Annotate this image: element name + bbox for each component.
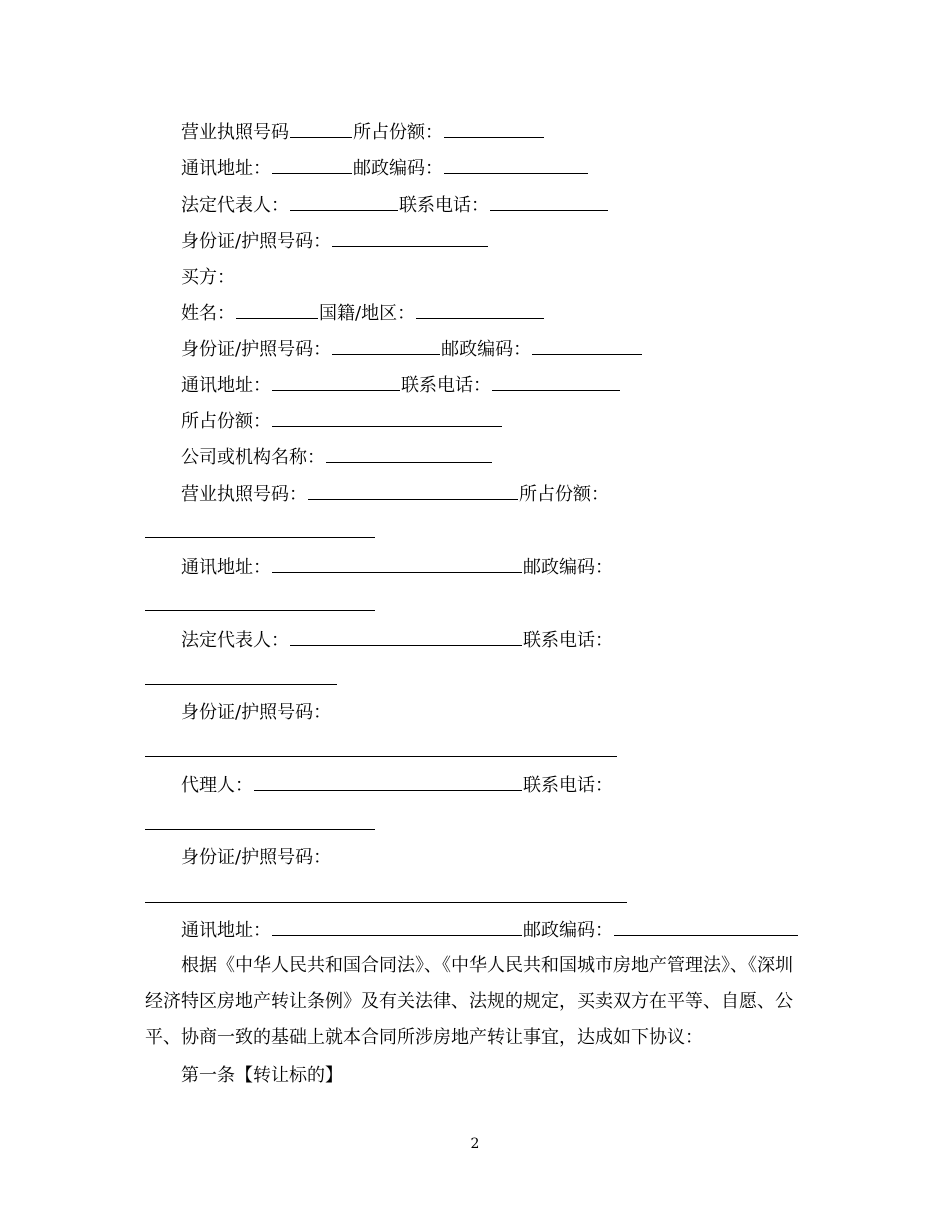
postcode-blank[interactable] bbox=[614, 919, 798, 936]
id-continuation-blank[interactable] bbox=[145, 756, 617, 757]
phone-label: 联系电话： bbox=[401, 375, 491, 396]
license-label: 营业执照号码 bbox=[181, 122, 289, 143]
address-blank[interactable] bbox=[272, 374, 400, 391]
article-1-heading: 第一条【转让标的】 bbox=[181, 1065, 343, 1086]
buyer-name-row bbox=[181, 301, 545, 327]
page-number: 2 bbox=[470, 1136, 480, 1152]
share-label: 所占份额： bbox=[353, 122, 443, 143]
agent-phone-continuation-blank[interactable] bbox=[145, 829, 375, 830]
postcode-continuation-blank[interactable] bbox=[145, 610, 375, 611]
license-blank[interactable] bbox=[308, 483, 518, 500]
buyer-address-row bbox=[181, 373, 621, 399]
legal-rep-blank[interactable] bbox=[290, 194, 398, 211]
agent-blank[interactable] bbox=[254, 774, 522, 791]
id-label: 身份证/护照号码： bbox=[181, 339, 332, 360]
legal-rep-label: 法定代表人： bbox=[181, 630, 289, 651]
buyer-license-row bbox=[181, 482, 609, 508]
agent-label: 代理人： bbox=[181, 775, 253, 796]
share-label: 所占份额： bbox=[519, 484, 609, 505]
phone-blank[interactable] bbox=[490, 194, 608, 211]
id-label: 身份证/护照号码： bbox=[181, 231, 332, 252]
seller-id-row bbox=[181, 229, 489, 255]
postcode-label: 邮政编码： bbox=[523, 920, 613, 941]
address-label: 通讯地址： bbox=[181, 557, 271, 578]
company-blank[interactable] bbox=[326, 446, 492, 463]
phone-label: 联系电话： bbox=[399, 195, 489, 216]
buyer-id-row-2 bbox=[181, 700, 331, 726]
buyer-agent-address-row bbox=[181, 918, 799, 944]
share-blank[interactable] bbox=[444, 121, 544, 138]
address-blank[interactable] bbox=[272, 157, 352, 174]
postcode-label: 邮政编码： bbox=[441, 339, 532, 360]
share-blank[interactable] bbox=[272, 410, 502, 427]
address-label: 通讯地址： bbox=[181, 158, 271, 179]
buyer-agent-id-row bbox=[181, 845, 331, 871]
seller-address-row bbox=[181, 156, 589, 182]
phone-blank[interactable] bbox=[492, 374, 620, 391]
phone-continuation-blank[interactable] bbox=[145, 684, 337, 685]
phone-label: 联系电话： bbox=[523, 630, 613, 651]
buyer-id-row bbox=[181, 337, 643, 363]
nationality-blank[interactable] bbox=[416, 302, 544, 319]
name-label: 姓名： bbox=[181, 303, 235, 324]
preamble-paragraph: 根据《中华人民共和国合同法》、《中华人民共和国城市房地产管理法》、《深圳经济特区房地产转让条例》及有关法律、法规的规定，买卖双方在平等、自愿、公平、协商一致的基础上就本合同所涉房地产转让事宜，达成如下协议： bbox=[145, 955, 793, 1048]
postcode-blank[interactable] bbox=[444, 157, 588, 174]
share-label: 所占份额： bbox=[181, 411, 271, 432]
buyer-share-row bbox=[181, 409, 503, 435]
name-blank[interactable] bbox=[236, 302, 318, 319]
buyer-agent-row bbox=[181, 773, 613, 799]
license-share-continuation-blank[interactable] bbox=[145, 537, 375, 538]
postcode-blank[interactable] bbox=[532, 338, 642, 355]
buyer-company-row bbox=[181, 445, 493, 471]
buyer-legal-rep-row bbox=[181, 628, 613, 654]
address-label: 通讯地址： bbox=[181, 920, 271, 941]
license-label: 营业执照号码： bbox=[181, 484, 307, 505]
legal-rep-blank[interactable] bbox=[290, 629, 522, 646]
id-blank[interactable] bbox=[332, 338, 440, 355]
company-label: 公司或机构名称： bbox=[181, 447, 325, 468]
seller-legal-rep-row bbox=[181, 193, 609, 219]
address-label: 通讯地址： bbox=[181, 375, 271, 396]
postcode-label: 邮政编码： bbox=[523, 557, 613, 578]
buyer-address-row-2 bbox=[181, 555, 613, 581]
address-blank[interactable] bbox=[272, 919, 522, 936]
agent-id-continuation-blank[interactable] bbox=[145, 902, 627, 903]
legal-rep-label: 法定代表人： bbox=[181, 195, 289, 216]
id-label: 身份证/护照号码： bbox=[181, 847, 332, 868]
phone-label: 联系电话： bbox=[523, 775, 613, 796]
license-blank[interactable] bbox=[290, 121, 352, 138]
address-blank[interactable] bbox=[272, 556, 522, 573]
nationality-label: 国籍/地区： bbox=[319, 303, 416, 324]
postcode-label: 邮政编码： bbox=[353, 158, 443, 179]
buyer-heading: 买方： bbox=[181, 267, 235, 288]
id-blank[interactable] bbox=[332, 230, 488, 247]
id-label: 身份证/护照号码： bbox=[181, 702, 332, 723]
seller-license-row bbox=[181, 120, 545, 146]
